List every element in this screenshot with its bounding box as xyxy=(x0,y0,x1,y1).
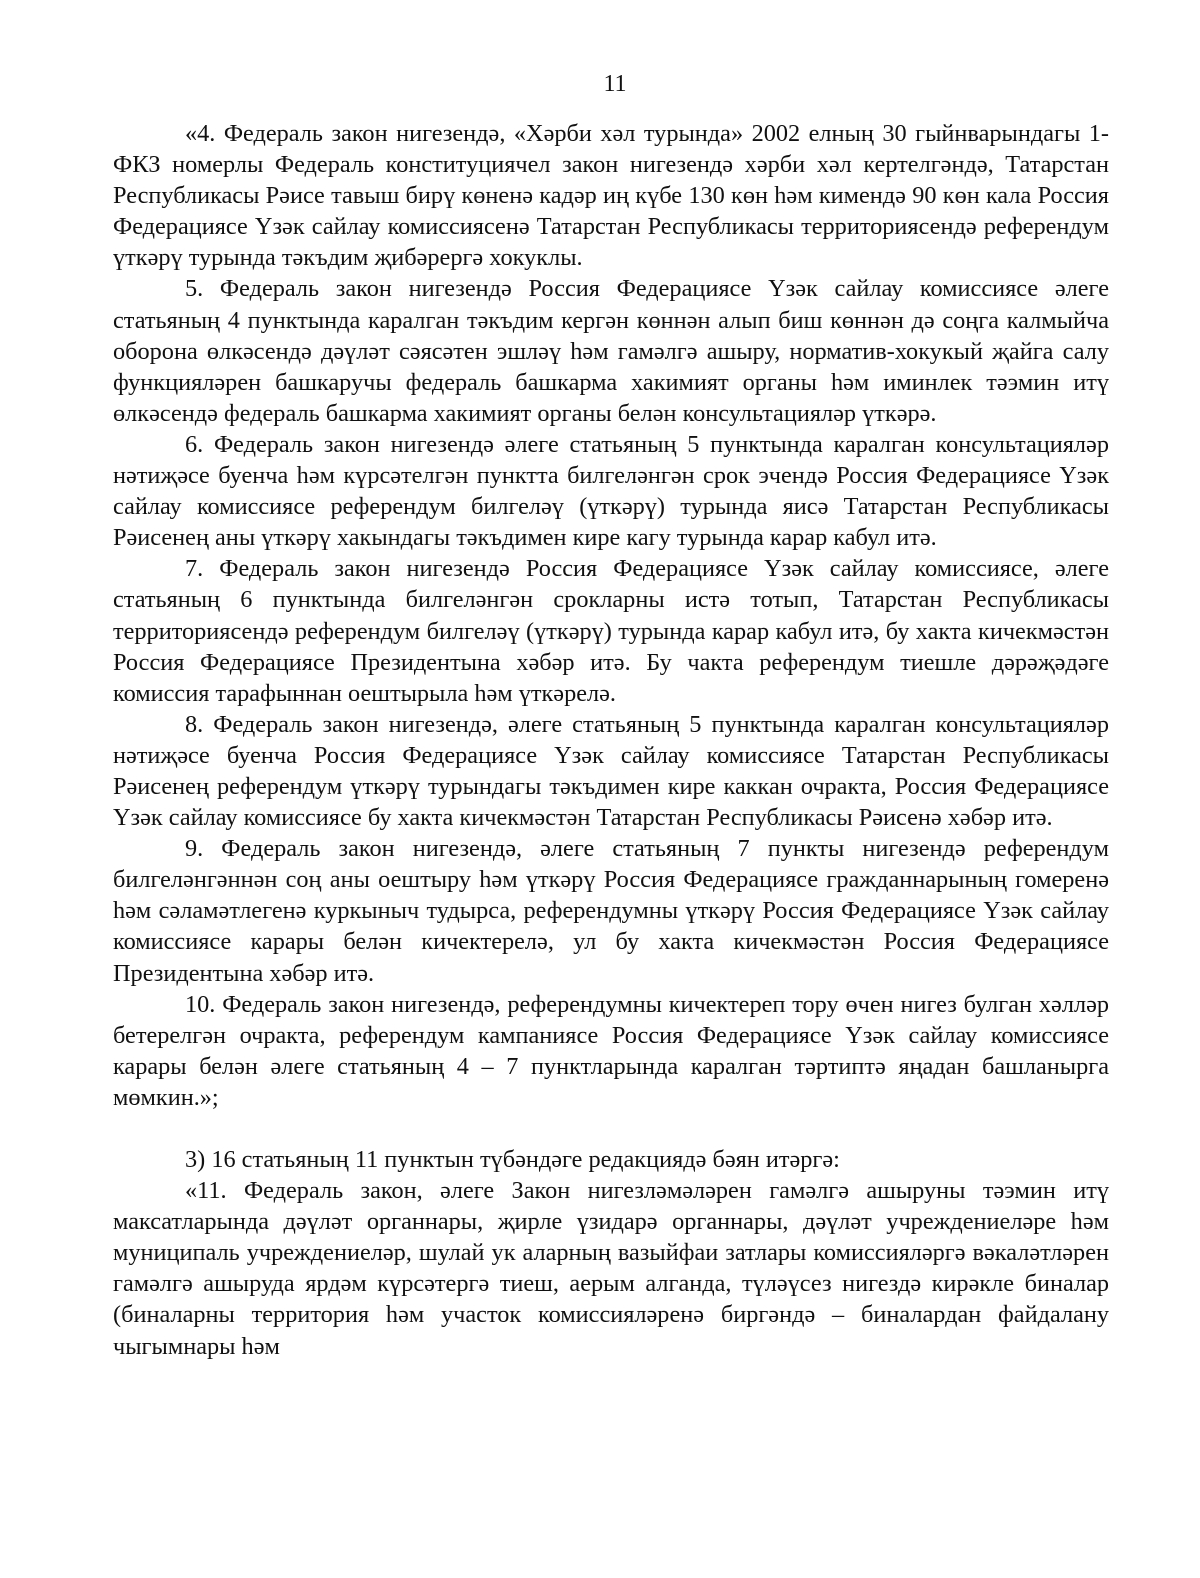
document-body xyxy=(113,118,1109,1362)
paragraph-article-7: 7. Федераль закон нигезендә Россия Федерациясе Үзәк сайлау комиссиясе, әлеге статьяның 6 пунктында билгеләнгән срокларны истә тотып, Татарстан Республикасы территориясендә референдум билгеләү (үткәрү) турында карар кабул итә, бу хакта кичекмәстән Россия Федерациясе Президентына хәбәр итә. Бу чакта референдум тиешле дәрәҗәдәге комиссия тарафыннан оештырыла һәм үткәрелә. xyxy=(113,555,1109,707)
paragraph-article-10: 10. Федераль закон нигезендә, референдумны кичектереп тору өчен нигез булган хәлләр бетерелгән очракта, референдум кампаниясе Россия Федерациясе Үзәк сайлау комиссиясе карары белән әлеге статьяның 4 – 7 пунктларында каралган тәртиптә яңадан башланырга мөмкин.»; xyxy=(113,990,1109,1111)
paragraph-article-8: 8. Федераль закон нигезендә, әлеге статьяның 5 пунктында каралган консультацияләр нәтиҗәсе буенча Россия Федерациясе Үзәк сайлау комиссиясе Татарстан Республикасы Рәисенең референдум үткәрү турындагы тәкъдимен кире каккан очракта, Россия Федерациясе Үзәк сайлау комиссиясе бу хакта кичекмәстән Татарстан Республикасы Рәисенә хәбәр итә. xyxy=(113,710,1109,832)
paragraph-amendment-3: 3) 16 статьяның 11 пунктын түбәндәге редакциядә бәян итәргә: xyxy=(185,1146,840,1173)
paragraph-article-6: 6. Федераль закон нигезендә әлеге статьяның 5 пунктында каралган консультацияләр нәтиҗәсе буенча һәм күрсәтелгән пунктта билгеләнгән срок эчендә Россия Федерациясе Үзәк сайлау комиссиясе референдум билгеләү (үткәрү) турында яисә Татарстан Республикасы Рәисенең аны үткәрү хакындагы тәкъдимен кире кагу турында карар кабул итә. xyxy=(113,430,1109,552)
paragraph-article-11: «11. Федераль закон, әлеге Закон нигезләмәләрен гамәлгә ашыруны тәэмин итү максатларында дәүләт органнары, җирле үзидарә органнары, дәүләт учреждениеләре һәм муниципаль учреждениеләр, шулай ук аларның вазыйфаи затлары комиссияләргә вәкаләтләрен гамәлгә ашыруда ярдәм күрсәтергә тиеш, аерым алганда, түләүсез нигездә кирәкле биналар (биналарны территория һәм участок комиссияләренә биргәндә – биналардан файдалану чыгымнары һәм xyxy=(113,1177,1109,1360)
paragraph-article-4: «4. Федераль закон нигезендә, «Хәрби хәл турында» 2002 елның 30 гыйнварындагы 1-ФКЗ номерлы Федераль конституциячел закон нигезендә хәрби хәл кертелгәндә, Татарстан Республикасы Рәисе тавыш бирү көненә кадәр иң күбе 130 көн һәм кимендә 90 көн кала Россия Федерациясе Үзәк сайлау комиссиясенә Татарстан Республикасы территориясендә референдум үткәрү турында тәкъдим җибәрергә хокуклы. xyxy=(113,120,1109,272)
paragraph-article-9: 9. Федераль закон нигезендә, әлеге статьяның 7 пункты нигезендә референдум билгеләнгәннән соң аны оештыру һәм үткәрү Россия Федерациясе гражданнарының гомеренә һәм сәламәтлегенә куркыныч тудырса, референдумны үткәрү Россия Федерациясе Үзәк сайлау комиссиясе карары белән кичектерелә, ул бу хакта кичекмәстән Россия Федерациясе Президентына хәбәр итә. xyxy=(113,835,1109,987)
paragraph-article-5: 5. Федераль закон нигезендә Россия Федерациясе Үзәк сайлау комиссиясе әлеге статьяның 4 пунктында каралган тәкъдим кергән көннән алып биш көннән дә соңга калмыйча оборона өлкәсендә дәүләт сәясәтен эшләү һәм гамәлгә ашыру, норматив-хокукый җайга салу функцияләрен башкаручы федераль башкарма хакимият органы һәм иминлек тәэмин итү өлкәсендә федераль башкарма хакимият органы белән консультацияләр үткәрә. xyxy=(113,275,1109,427)
page-number: 11 xyxy=(603,71,627,97)
